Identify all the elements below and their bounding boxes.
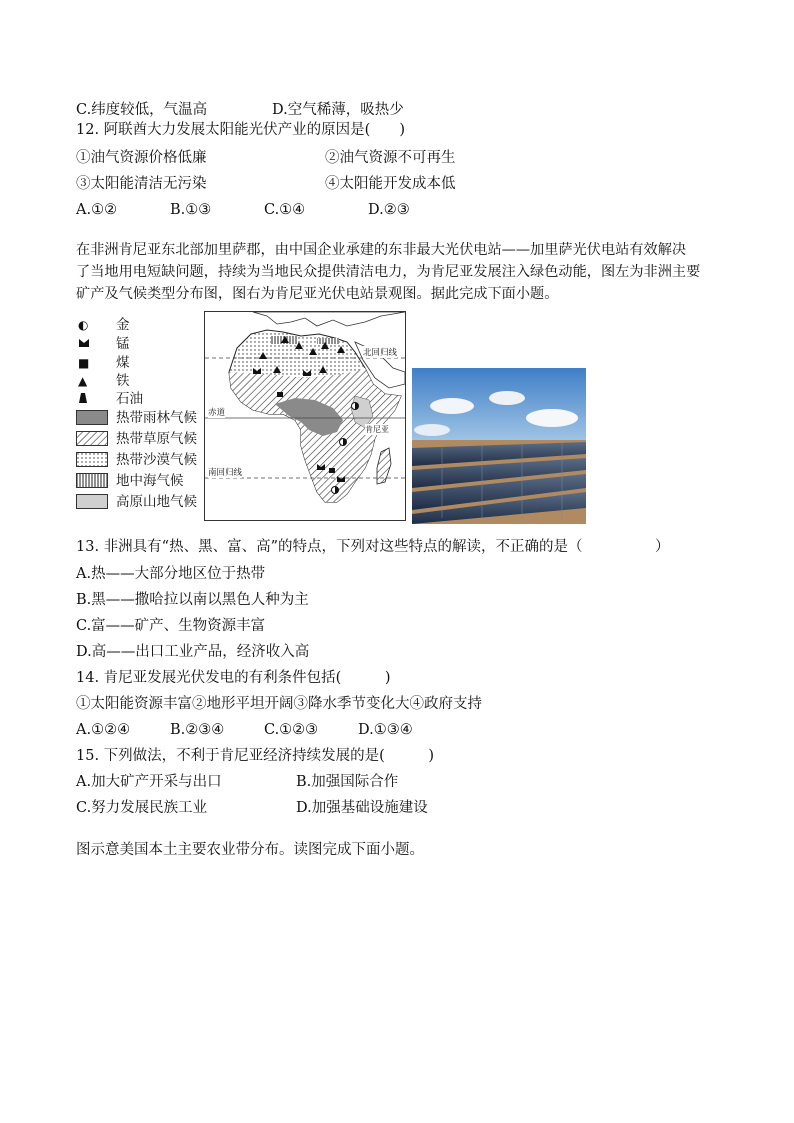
q14-stem: 14. 肯尼亚发展光伏发电的有利条件包括( ) — [76, 670, 391, 686]
q15-option-a: A.加大矿产开采与出口 — [76, 774, 222, 790]
legend-highland: 高原山地气候 — [76, 493, 202, 511]
q12-option-c: C.①④ — [264, 202, 306, 218]
gold-icon: ◐ — [78, 318, 89, 332]
q12-statement-2: ②油气资源不可再生 — [325, 150, 456, 166]
solar-plant-photo — [412, 368, 586, 524]
q14-option-b: B.②③④ — [170, 722, 225, 738]
africa-map — [204, 311, 406, 521]
q15-option-b: B.加强国际合作 — [296, 774, 399, 790]
manganese-icon — [78, 337, 112, 351]
highland-swatch — [76, 494, 108, 509]
q14-option-a: A.①②④ — [76, 722, 131, 738]
q12-option-b: B.①③ — [170, 202, 212, 218]
q15-option-c: C.努力发展民族工业 — [76, 800, 208, 816]
q13-stem: 13. 非洲具有“热、黑、富、高”的特点，下列对这些特点的解读，不正确的是（ ） — [76, 539, 670, 555]
next-passage: 图示意美国本土主要农业带分布。读图完成下面小题。 — [76, 842, 424, 858]
tropic-cancer-label: 北回归线 — [363, 348, 398, 358]
q13-option-b: B.黑——撒哈拉以南以黑色人种为主 — [76, 592, 309, 608]
savanna-swatch — [76, 431, 108, 446]
legend-savanna: 热带草原气候 — [76, 430, 202, 448]
legend-oil: 石油 — [76, 390, 202, 408]
kenya-label: 肯尼亚 — [365, 425, 389, 434]
q13-option-d: D.高——出口工业产品，经济收入高 — [76, 644, 310, 660]
q11-option-c: C.纬度较低，气温高 — [76, 102, 208, 118]
rainforest-swatch — [76, 410, 108, 425]
legend-mediterranean: 地中海气候 — [76, 472, 202, 490]
oil-icon — [78, 392, 112, 406]
coal-icon: ■ — [78, 356, 90, 370]
legend-manganese: 锰 — [76, 335, 202, 353]
desert-swatch — [76, 452, 108, 467]
q14-option-c: C.①②③ — [264, 722, 319, 738]
tropic-capricorn-label: 南回归线 — [208, 468, 243, 478]
q14-statements: ①太阳能资源丰富②地形平坦开阔③降水季节变化大④政府支持 — [76, 696, 482, 712]
legend-gold: ◐ 金 — [78, 317, 130, 333]
legend-coal: ■ 煤 — [78, 355, 130, 371]
legend-desert: 热带沙漠气候 — [76, 451, 202, 469]
passage-line-2: 了当地用电短缺问题，持续为当地民众提供清洁电力，为肯尼亚发展注入绿色动能，图左为非洲主要 — [76, 264, 701, 280]
iron-icon: ▲ — [78, 374, 88, 388]
q13-option-c: C.富——矿产、生物资源丰富 — [76, 618, 266, 634]
q11-option-d: D.空气稀薄，吸热少 — [272, 102, 404, 118]
q12-statement-3: ③太阳能清洁无污染 — [76, 176, 207, 192]
africa-map-graphic — [205, 312, 405, 520]
q12-option-a: A.①② — [76, 202, 118, 218]
q12-statement-1: ①油气资源价格低廉 — [76, 150, 207, 166]
q13-option-a: A.热——大部分地区位于热带 — [76, 566, 266, 582]
passage-line-3: 矿产及气候类型分布图，图右为肯尼亚光伏电站景观图。据此完成下面小题。 — [76, 286, 559, 302]
q12-stem: 12. 阿联酋大力发展太阳能光伏产业的原因是( ) — [76, 122, 405, 138]
q12-statement-4: ④太阳能开发成本低 — [325, 176, 456, 192]
q14-option-d: D.①③④ — [358, 722, 413, 738]
q15-option-d: D.加强基础设施建设 — [296, 800, 428, 816]
q15-stem: 15. 下列做法，不利于肯尼亚经济持续发展的是( ) — [76, 748, 434, 764]
legend-iron: ▲ 铁 — [78, 373, 130, 389]
mediterranean-swatch — [76, 473, 108, 488]
legend-rainforest: 热带雨林气候 — [76, 409, 202, 427]
equator-label: 赤道 — [208, 408, 226, 418]
q12-option-d: D.②③ — [368, 202, 410, 218]
passage-line-1: 在非洲肯尼亚东北部加里萨郡，由中国企业承建的东非最大光伏电站——加里萨光伏电站有效解决 — [76, 242, 687, 258]
